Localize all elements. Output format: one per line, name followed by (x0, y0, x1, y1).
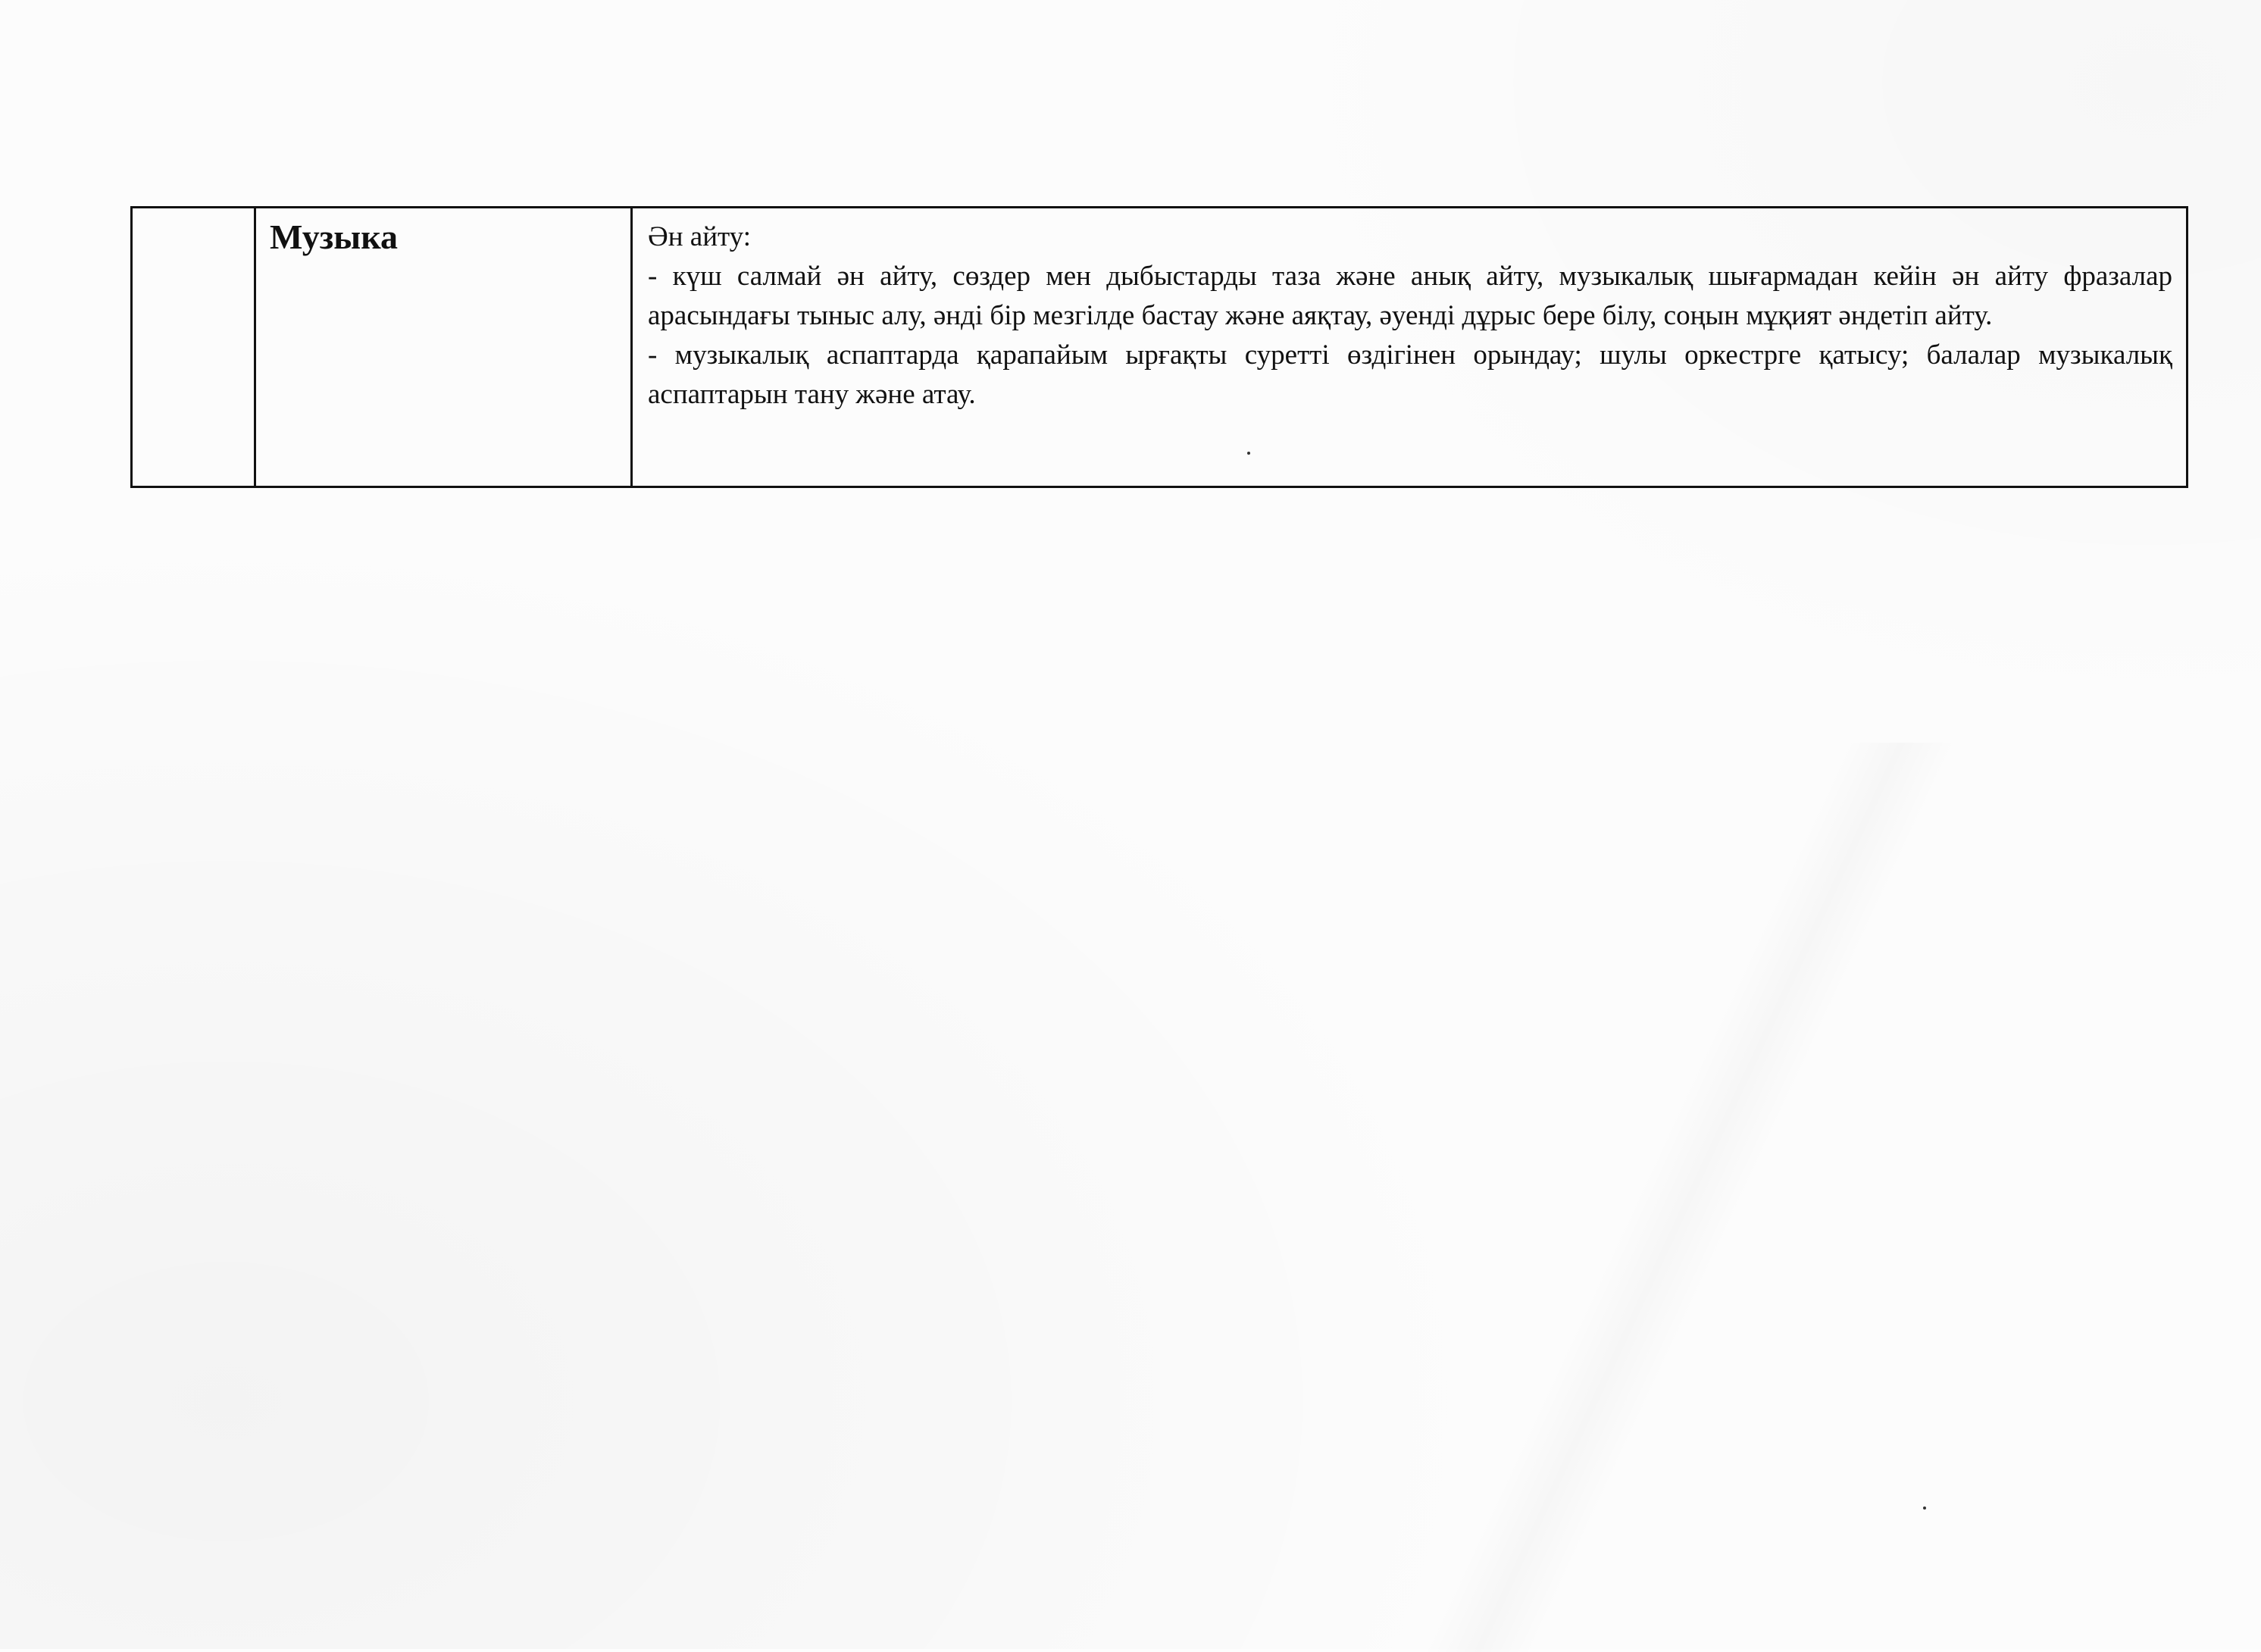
content-text (633, 208, 2186, 422)
empty-number-cell (132, 208, 255, 487)
scan-speck (1247, 452, 1250, 455)
subject-cell (255, 208, 632, 487)
content-cell (632, 208, 2188, 487)
table-row (132, 208, 2188, 487)
list-item: - музыкалық аспаптарда қарапайым ырғақты суретті өздігінен орындау; шулы оркестрге қатысу; балалар музыкалық аспаптарын тану және атау. (648, 339, 2172, 410)
content-heading: Ән айту: (648, 221, 751, 252)
list-item: - күш салмай ән айту, сөздер мен дыбыстарды таза және анық айту, музыкалық шығармадан кейін ән айту фразалар арасындағы тыныс алу, әнді бір мезгілде бастау және аяқтау, әуенді дұрыс бере білу, соңын мұқият әндетіп айту. (648, 261, 2172, 331)
subject-title: Музыка (270, 217, 399, 256)
scan-speck (1923, 1507, 1926, 1510)
curriculum-table (130, 206, 2188, 488)
